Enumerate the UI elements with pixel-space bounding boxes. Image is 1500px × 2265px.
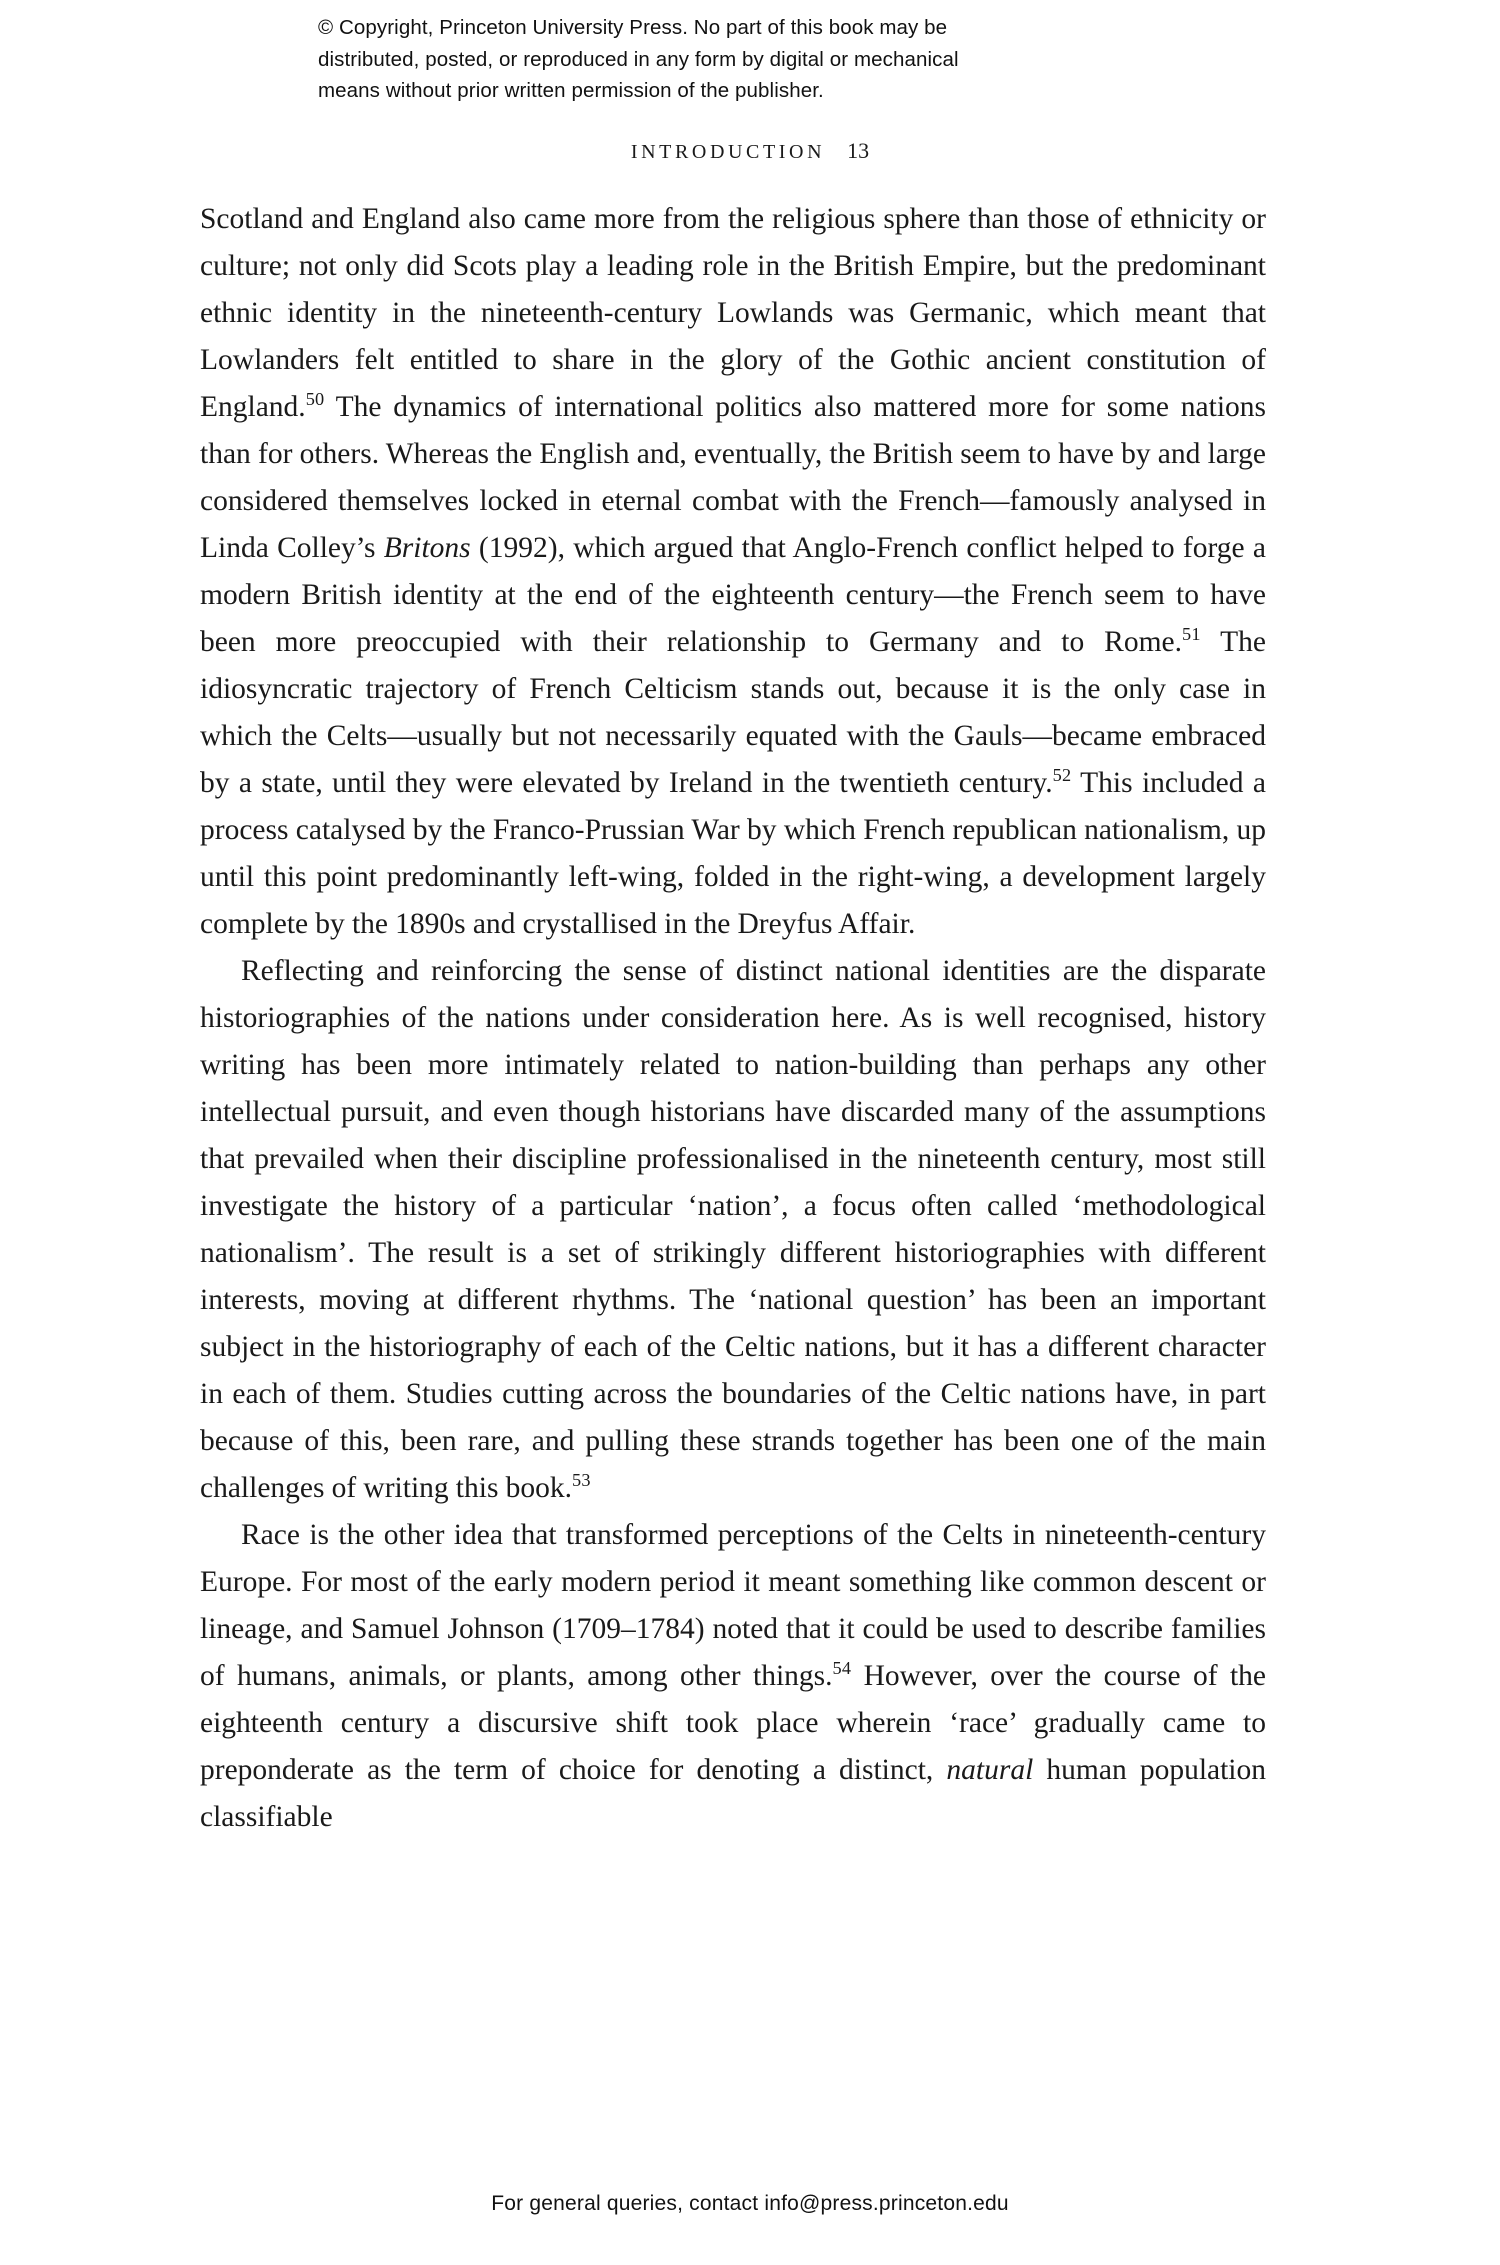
page-footer [0, 2192, 1500, 2216]
paragraph-1-part-4: The idiosyncratic trajectory of French Celticism stands out, because it is the only case in which the Celts—usually but not necessarily equated with the Gauls—became embraced by a state, until they were elevated by Ireland in the twentieth century. [200, 626, 1267, 799]
footnote-reference-53[interactable]: 53 [571, 1470, 591, 1491]
running-head-title: INTRODUCTION [630, 141, 826, 163]
footnote-reference-50[interactable]: 50 [305, 389, 325, 410]
copyright-notice [318, 12, 1178, 107]
page-number: 13 [847, 138, 870, 163]
paragraph-2-part-1: Reflecting and reinforcing the sense of distinct national identities are the disparate historiographies of the nations under consideration here. As is well recognised, history writing has been more intimately related to nation-building than perhaps any other intellectual pursuit, and even though historians have discarded many of the assumptions that prevailed when their discipline professionalised in the nineteenth century, most still investigate the history of a particular ‘nation’, a focus often called ‘methodological nationalism’. The result is a set of strikingly different historiographies with different interests, moving at different rhythms. The ‘national question’ has been an important subject in the historiography of each of the Celtic nations, but it has a different character in each of them. Studies cutting across the boundaries of the Celtic nations have, in part because of this, been rare, and pulling these strands together has been one of the main challenges of writing this book. [200, 955, 1266, 1504]
paragraph-race [200, 1512, 1266, 1841]
book-title-britons: Britons [383, 532, 471, 564]
paragraph-1-part-1: Scotland and England also came more from the religious sphere than those of ethnicity or culture; not only did Scots play a leading role in the British Empire, but the predominant ethnic identity in the nineteenth-century Lowlands was Germanic, which meant that Lowlanders felt entitled to share in the glory of the Gothic ancient constitution of England. [200, 203, 1266, 423]
copyright-notice-line-2: distributed, posted, or reproduced in any form by digital or mechanical [318, 47, 959, 71]
running-head [0, 138, 1500, 164]
copyright-notice-line-3: means without prior written permission of the publisher. [318, 79, 824, 102]
emphasis-natural: natural [946, 1754, 1034, 1786]
paragraph-1-part-2: The dynamics of international politics also mattered more for some nations than for others. Whereas the English and, eventually, the British seem to have by and large considered themselves locked in eternal combat with the French—famously analysed in Linda Colley’s [200, 391, 1266, 564]
paragraph-1-part-5: This included a process catalysed by the Franco-Prussian War by which French republican nationalism, up until this point predominantly left-wing, folded in the right-wing, a development largely complete by the 1890s and crystallised in the Dreyfus Affair. [200, 767, 1266, 940]
paragraph-1-part-3: (1992), which argued that Anglo-French conflict helped to forge a modern British identity at the end of the eighteenth century—the French seem to have been more preoccupied with their relationship to Germany and to Rome. [200, 532, 1266, 658]
paragraph-3-part-3: human population classifiable [200, 1754, 1267, 1833]
paragraph-3-part-1: Race is the other idea that transformed perceptions of the Celts in nineteenth-century Europe. For most of the early modern period it meant something like common descent or lineage, and Samuel Johnson (1709–1784) noted that it could be used to describe families of humans, animals, or plants, among other things. [200, 1519, 1266, 1692]
footer-contact-text: For general queries, contact info@press.princeton.edu [491, 2192, 1009, 2215]
body-text-column [200, 196, 1266, 1841]
copyright-notice-line-1: © Copyright, Princeton University Press. No part of this book may be [318, 16, 948, 39]
paragraph-3-part-2: However, over the course of the eighteenth century a discursive shift took place wherein ‘race’ gradually came to preponderate as the term of choice for denoting a distinct, [200, 1660, 1266, 1786]
footnote-reference-52[interactable]: 52 [1052, 765, 1072, 786]
paragraph-continuation [200, 196, 1266, 948]
paragraph-historiographies [200, 948, 1266, 1512]
footnote-reference-54[interactable]: 54 [832, 1658, 852, 1679]
footnote-reference-51[interactable]: 51 [1182, 624, 1201, 645]
